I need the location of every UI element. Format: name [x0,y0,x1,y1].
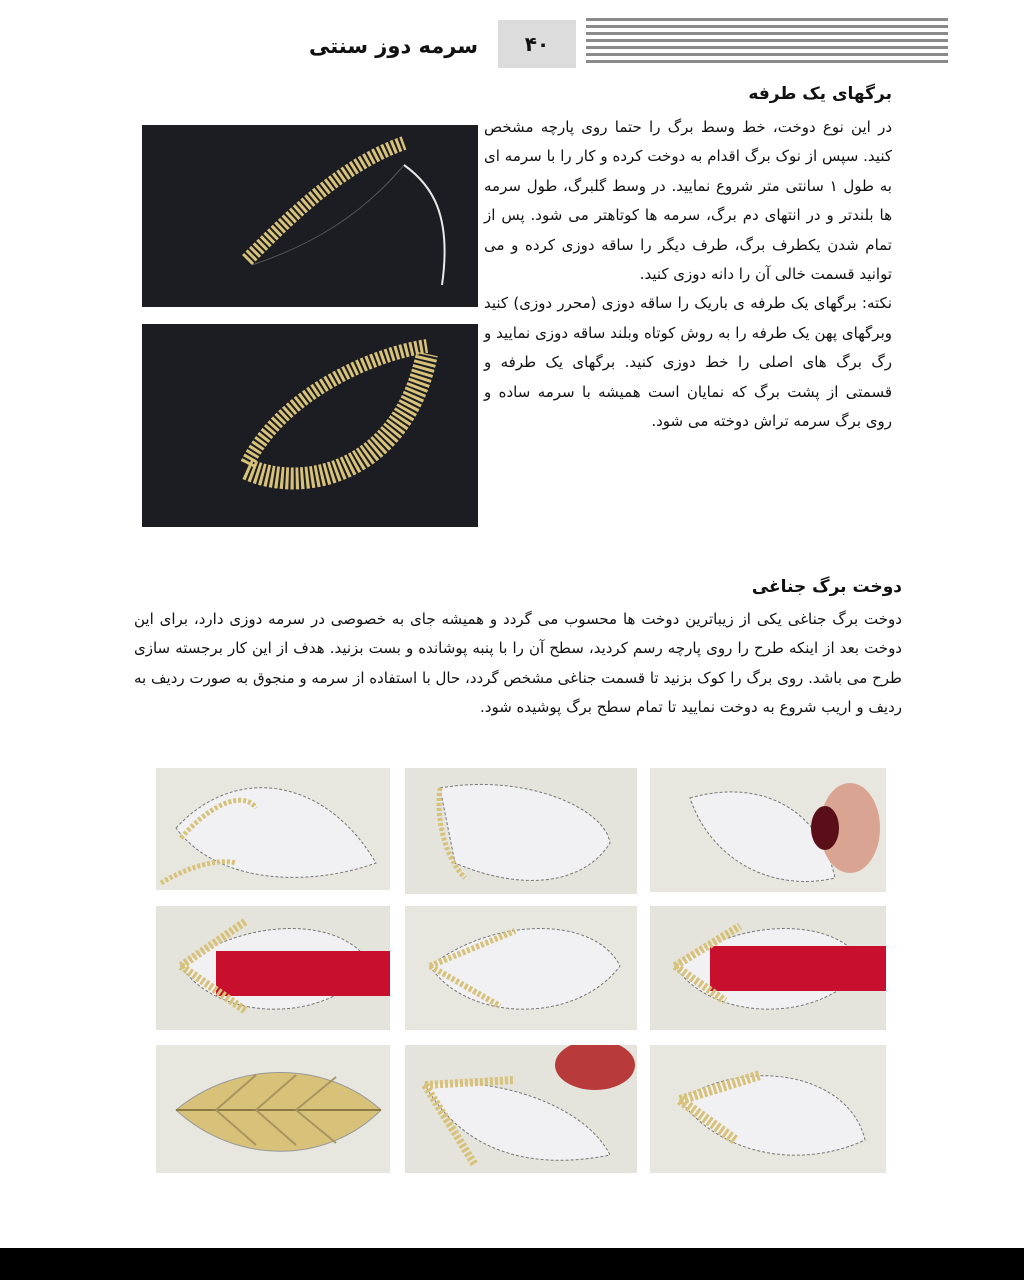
section2-body-text: دوخت برگ جناغی یکی از زیباترین دوخت ها محسوب می گردد و همیشه جای به خصوصی در سرمه دوزی دارد، برای این دوخت بعد از اینکه طرح را روی پارچه رسم کردید، سطح آن را با پنبه پوشانده و بست بزنید. هدف از این کار برجسته سازی طرح می باشد. روی برگ را کوک بزنید تا قسمت جناغی مشخص گردد، حال با استفاده از سرمه و منجوق به صورت ردیف به ردیف و اریب شروع به دوخت نمایید تا تمام سطح برگ پوشیده شود. [134,610,902,717]
section1-heading: برگهای یک طرفه [748,84,892,104]
step-photo-3 [650,768,886,892]
section2-heading: دوخت برگ جناغی [751,577,902,597]
book-title: سرمه دوز سنتی [308,34,478,58]
section1-body: در این نوع دوخت، خط وسط برگ را حتما روی پارچه مشخص کنید. سپس از نوک برگ اقدام به دوخت کرده و کار را با سرمه ای به طول ۱ سانتی متر شروع نمایید. در وسط گلبرگ، طول سرمه ها بلندتر و در انتهای دم برگ، سرمه ها کوتاهتر می شود. پس از تمام شدن یکطرف برگ، طرف دیگر را ساقه دوزی کرده و می توانید قسمت خالی آن را دانه دوزی کنید. [484,118,892,284]
step-photo-2 [405,768,637,894]
step-photo-8 [405,1045,637,1173]
photo-one-sided-leaf-finished [142,324,478,527]
step-photo-7 [156,1045,390,1173]
header-stripes [586,18,948,68]
step-photo-6 [650,906,886,1030]
photo-one-sided-leaf-outline [142,125,478,307]
step-photo-9 [650,1045,886,1173]
section2-body [134,605,902,723]
step-photo-5 [405,906,637,1030]
section1-text [484,113,892,436]
page-number: ۴۰ [498,20,576,68]
section1-note: نکته: برگهای یک طرفه ی باریک را ساقه دوزی (محرر دوزی) کنید وبرگهای پهن یک طرفه را به روش کوتاه وبلند ساقه دوزی نمایید و رگ برگ های اصلی را خط دوزی کنید. برگهای یک طرفه و قسمتی از پشت برگ که نمایان است همیشه با سرمه ساده و روی برگ سرمه تراش دوخته می شود. [484,294,892,431]
step-photo-4 [156,906,390,1030]
bottom-bar [0,1248,1024,1280]
step-photo-1 [156,768,390,890]
